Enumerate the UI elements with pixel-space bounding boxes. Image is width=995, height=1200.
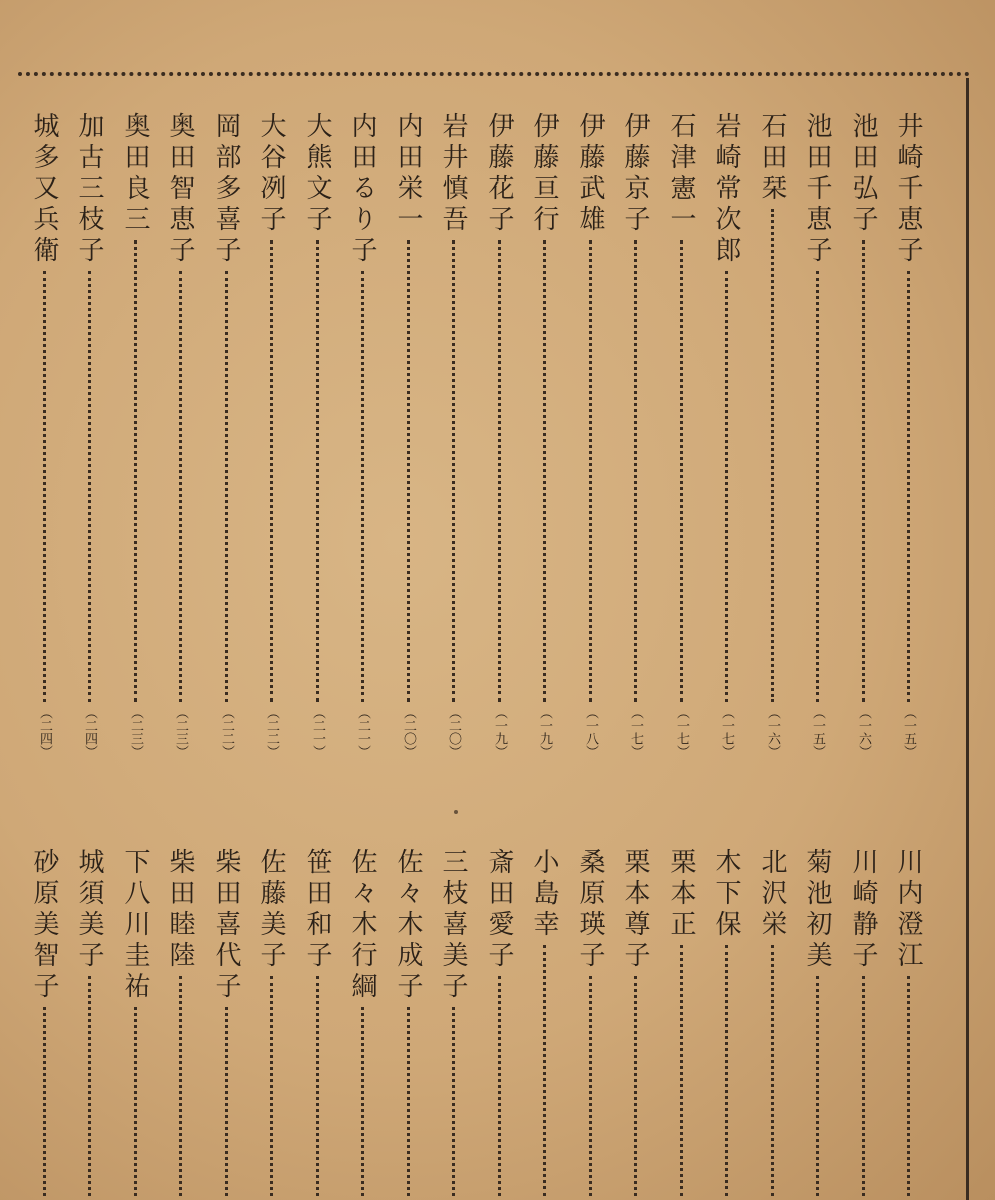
entry-name: 池田千恵子 <box>802 112 832 267</box>
index-entry <box>479 112 519 762</box>
entry-name: 石田栞 <box>757 112 787 205</box>
entry-name: 奥田良三 <box>120 112 150 236</box>
index-entry <box>570 848 610 1200</box>
entry-name: 笹田和子 <box>302 848 332 972</box>
entry-name: 伊藤武雄 <box>575 112 605 236</box>
entry-name: 柴田睦陸 <box>165 848 195 972</box>
entry-name: 石津憲一 <box>666 112 696 236</box>
dot-leader <box>43 1007 46 1196</box>
entry-name: 佐藤美子 <box>256 848 286 972</box>
index-entry <box>888 112 928 762</box>
entry-page-number: （二三） <box>173 706 188 758</box>
index-entry <box>433 848 473 1200</box>
entry-name: 栗本尊子 <box>620 848 650 972</box>
dot-leader <box>407 240 410 702</box>
dot-leader <box>134 240 137 702</box>
index-entry <box>69 848 109 1200</box>
index-entry <box>615 848 655 1200</box>
dot-leader <box>907 271 910 702</box>
dot-leader <box>771 209 774 702</box>
right-border-rule <box>966 78 969 1200</box>
entry-name: 柴田喜代子 <box>211 848 241 1003</box>
entry-page-number: （二一） <box>355 706 370 758</box>
entry-name: 佐々木行綱 <box>347 848 377 1003</box>
entry-name: 大熊文子 <box>302 112 332 236</box>
index-entry <box>843 848 883 1200</box>
entry-page-number: （二三） <box>128 706 143 758</box>
entry-page-number: （一六） <box>856 706 871 758</box>
dot-leader <box>680 945 683 1196</box>
entry-name: 小島幸 <box>529 848 559 941</box>
entry-name: 菊池初美 <box>802 848 832 972</box>
index-entry <box>342 112 382 762</box>
dot-leader <box>680 240 683 702</box>
index-entry <box>297 848 337 1200</box>
top-dotted-rule <box>18 72 970 76</box>
entry-page-number: （一七） <box>719 706 734 758</box>
dot-leader <box>771 945 774 1196</box>
index-entry <box>24 112 64 762</box>
dot-leader <box>225 271 228 702</box>
dot-leader <box>816 976 819 1196</box>
index-entry <box>479 848 519 1200</box>
entry-page-number: （一七） <box>674 706 689 758</box>
entry-name: 池田弘子 <box>848 112 878 236</box>
index-entry <box>524 848 564 1200</box>
dot-leader <box>589 240 592 702</box>
dot-leader <box>43 271 46 702</box>
entry-page-number: （一九） <box>492 706 507 758</box>
entry-page-number: （二〇） <box>446 706 461 758</box>
index-entry <box>388 112 428 762</box>
entry-page-number: （二二） <box>219 706 234 758</box>
dot-leader <box>270 240 273 702</box>
dot-leader <box>179 976 182 1196</box>
dot-leader <box>452 1007 455 1196</box>
index-entry <box>524 112 564 762</box>
index-entry <box>752 848 792 1200</box>
entry-page-number: （一五） <box>901 706 916 758</box>
dot-leader <box>498 240 501 702</box>
index-entry <box>661 848 701 1200</box>
index-entry <box>115 112 155 762</box>
entry-name: 斎田愛子 <box>484 848 514 972</box>
index-entry <box>251 848 291 1200</box>
index-entry <box>388 848 428 1200</box>
dot-leader <box>862 240 865 702</box>
index-entry <box>206 848 246 1200</box>
entry-name: 伊藤亘行 <box>529 112 559 236</box>
index-entry <box>160 112 200 762</box>
dot-leader <box>543 945 546 1196</box>
dot-leader <box>407 1007 410 1196</box>
index-entry <box>570 112 610 762</box>
entry-page-number: （一九） <box>537 706 552 758</box>
index-entry <box>843 112 883 762</box>
entry-name: 栗本正 <box>666 848 696 941</box>
entry-name: 岡部多喜子 <box>211 112 241 267</box>
entry-page-number: （二一） <box>310 706 325 758</box>
dot-leader <box>498 976 501 1196</box>
entry-name: 桑原瑛子 <box>575 848 605 972</box>
index-entry <box>24 848 64 1200</box>
entry-name: 岩井慎吾 <box>438 112 468 236</box>
entry-name: 北沢栄 <box>757 848 787 941</box>
entry-name: 大谷冽子 <box>256 112 286 236</box>
index-entry <box>160 848 200 1200</box>
dot-leader <box>361 1007 364 1196</box>
dot-leader <box>316 240 319 702</box>
dot-leader <box>179 271 182 702</box>
entry-name: 加古三枝子 <box>74 112 104 267</box>
entry-name: 岩崎常次郎 <box>711 112 741 267</box>
index-entry <box>888 848 928 1200</box>
dot-leader <box>134 1007 137 1196</box>
entry-name: 下八川圭祐 <box>120 848 150 1003</box>
index-entry <box>752 112 792 762</box>
index-entry <box>115 848 155 1200</box>
entry-page-number: （一七） <box>628 706 643 758</box>
index-entry <box>615 112 655 762</box>
index-entry <box>797 848 837 1200</box>
entry-page-number: （二四） <box>37 706 52 758</box>
index-entry <box>661 112 701 762</box>
index-entry <box>206 112 246 762</box>
entry-name: 砂原美智子 <box>29 848 59 1003</box>
entry-page-number: （二四） <box>82 706 97 758</box>
index-entry <box>433 112 473 762</box>
dot-leader <box>543 240 546 702</box>
index-entry <box>69 112 109 762</box>
entry-page-number: （二二） <box>264 706 279 758</box>
dot-leader <box>270 976 273 1196</box>
dot-leader <box>725 945 728 1196</box>
entry-name: 三枝喜美子 <box>438 848 468 1003</box>
entry-name: 佐々木成子 <box>393 848 423 1003</box>
dot-leader <box>816 271 819 702</box>
entry-name: 井崎千恵子 <box>893 112 923 267</box>
entry-name: 内田るり子 <box>347 112 377 267</box>
index-entry <box>797 112 837 762</box>
entry-name: 川内澄江 <box>893 848 923 972</box>
dot-leader <box>452 240 455 702</box>
entry-page-number: （一六） <box>765 706 780 758</box>
index-entry <box>342 848 382 1200</box>
index-entry <box>706 112 746 762</box>
entry-name: 川崎静子 <box>848 848 878 972</box>
entry-name: 伊藤京子 <box>620 112 650 236</box>
entry-page-number: （二〇） <box>401 706 416 758</box>
entry-page-number: （一八） <box>583 706 598 758</box>
entry-page-number: （一五） <box>810 706 825 758</box>
index-entry <box>251 112 291 762</box>
index-entry <box>706 848 746 1200</box>
ink-speck <box>454 810 458 814</box>
entry-name: 伊藤花子 <box>484 112 514 236</box>
dot-leader <box>725 271 728 702</box>
dot-leader <box>88 976 91 1196</box>
dot-leader <box>862 976 865 1196</box>
entry-name: 内田栄一 <box>393 112 423 236</box>
entry-name: 城多又兵衛 <box>29 112 59 267</box>
index-entry <box>297 112 337 762</box>
dot-leader <box>589 976 592 1196</box>
dot-leader <box>361 271 364 702</box>
dot-leader <box>225 1007 228 1196</box>
entry-name: 奥田智恵子 <box>165 112 195 267</box>
dot-leader <box>88 271 91 702</box>
dot-leader <box>907 976 910 1196</box>
dot-leader <box>316 976 319 1196</box>
entry-name: 城須美子 <box>74 848 104 972</box>
entry-name: 木下保 <box>711 848 741 941</box>
dot-leader <box>634 976 637 1196</box>
dot-leader <box>634 240 637 702</box>
